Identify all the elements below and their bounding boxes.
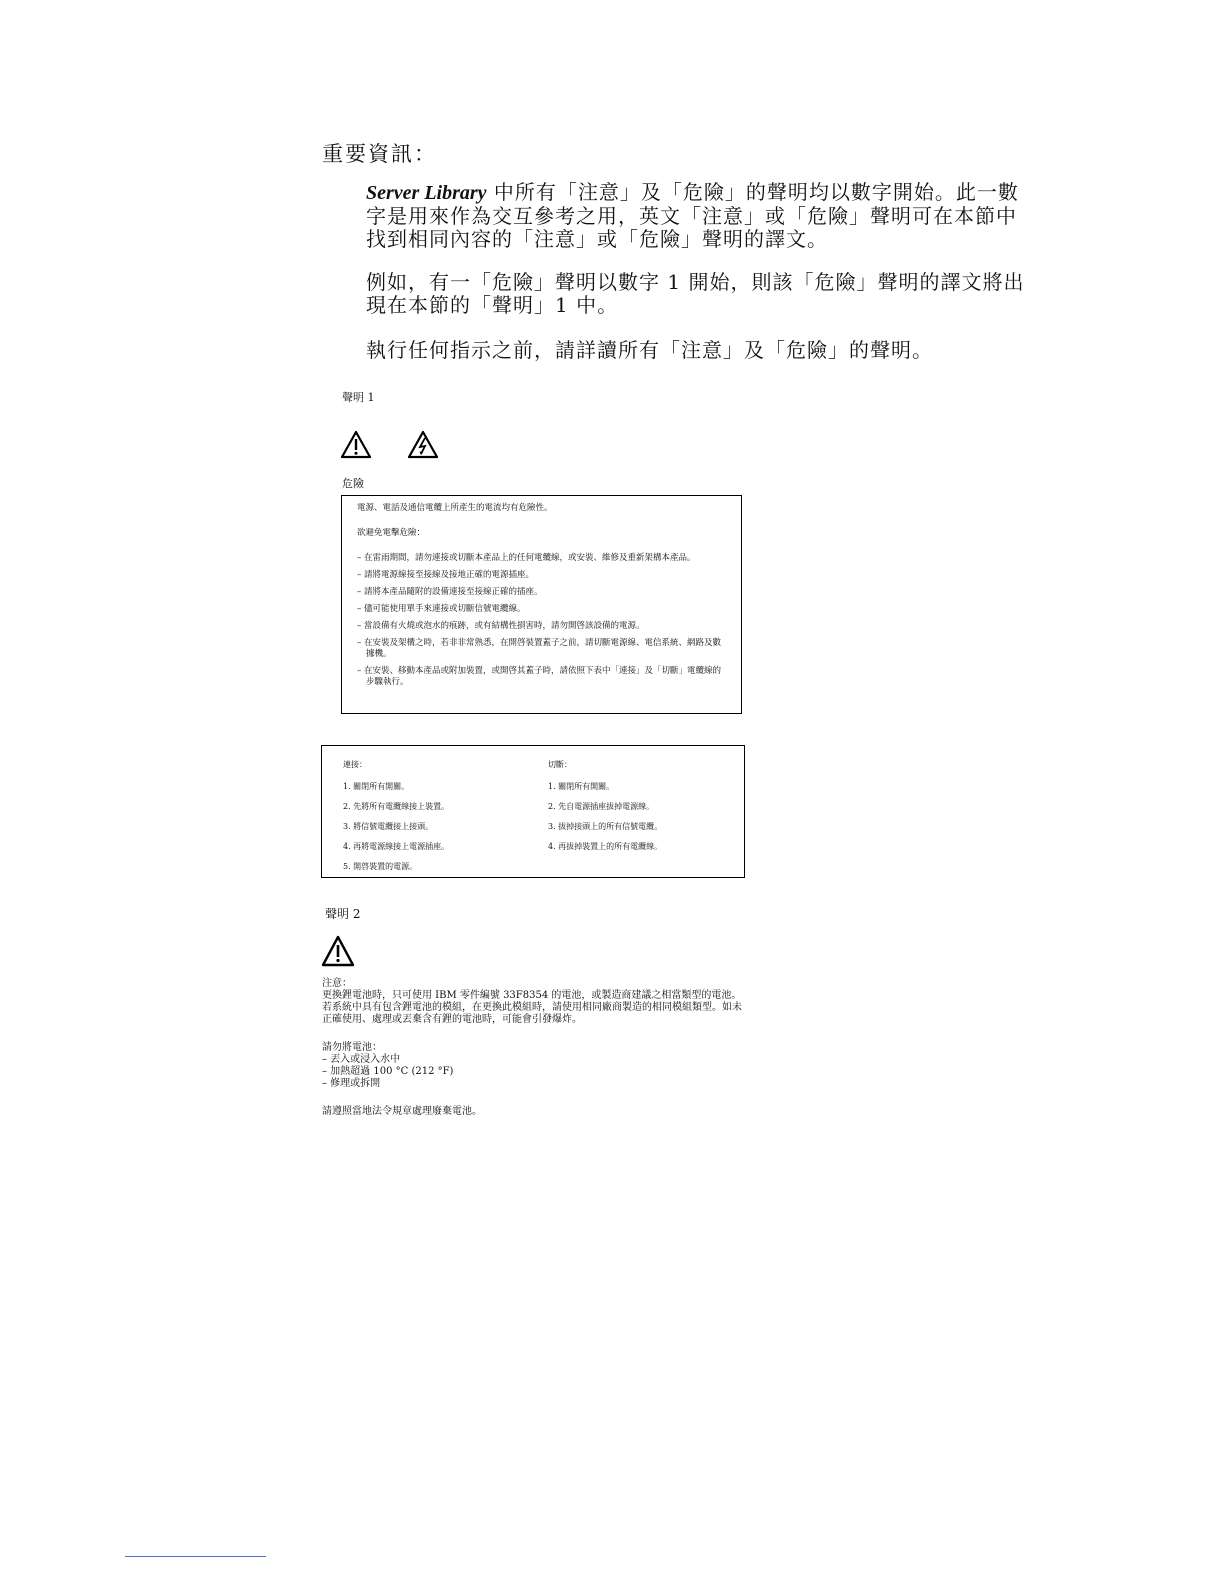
list-item: – 加熱超過 100 °C (212 °F) xyxy=(322,1066,454,1077)
disposal-note: 請遵照當地法令規章處理廢棄電池。 xyxy=(322,1106,482,1117)
list-item: – 在安裝及架構之時，若非非常熟悉，在開啓裝置蓋子之前，請切斷電源線、電信系統、網路及數據機。 xyxy=(357,638,721,659)
intro-paragraph-3: 執行任何指示之前，請詳讀所有「注意」及「危險」的聲明。 xyxy=(366,338,933,362)
connect-column xyxy=(343,760,449,882)
warning-triangle-icon xyxy=(321,935,355,967)
statement-1-label: 聲明 1 xyxy=(342,391,375,404)
danger-list xyxy=(357,553,727,688)
connect-step: 4. 再將電源線接上電源插座。 xyxy=(343,842,450,851)
list-item: – 在安裝、移動本產品或附加裝置，或開啓其蓋子時，請依照下表中「連接」及「切斷」電纜線的步驟執行。 xyxy=(357,666,721,687)
disconnect-column xyxy=(548,760,662,862)
statement-2-icon xyxy=(321,935,355,971)
caution-block xyxy=(322,978,746,1118)
server-library-title: Server Library xyxy=(366,182,487,204)
list-item: – 修理或拆開 xyxy=(322,1078,381,1089)
danger-label: 危險 xyxy=(342,477,364,490)
list-item: – 請將電源線接至接線及接地正確的電源插座。 xyxy=(357,570,534,580)
list-item: – 儘可能使用單手來連接或切斷信號電纜線。 xyxy=(357,604,526,614)
danger-line-2: 欲避免電擊危險： xyxy=(357,528,426,538)
intro-paragraph-2: 例如，有一「危險」聲明以數字 1 開始，則該「危險」聲明的譯文將出現在本節的「聲明」1 中。 xyxy=(366,270,1025,317)
electrical-hazard-icon xyxy=(407,430,439,459)
caution-text: 更換鋰電池時，只可使用 IBM 零件編號 33F8354 的電池，或製造商建議之相當類型的電池。若系統中具有包含鋰電池的模組，在更換此模組時，請使用相同廠商製造的相同模組類型。如未正確使用、處理或丟棄含有鋰的電池時，可能會引發爆炸。 xyxy=(322,990,742,1025)
disconnect-step: 2. 先自電源插座拔掉電源線。 xyxy=(548,802,655,811)
statement-2-label: 聲明 2 xyxy=(325,907,361,921)
list-item: – 當設備有火燒或泡水的痕跡，或有結構性損害時，請勿開啓該設備的電源。 xyxy=(357,621,645,631)
statement-1-icons xyxy=(340,430,469,463)
connect-step: 1. 關閉所有開關。 xyxy=(343,782,410,791)
caution-label: 注意： xyxy=(322,978,352,989)
do-not-label: 請勿將電池： xyxy=(322,1042,382,1053)
disconnect-step: 1. 關閉所有開關。 xyxy=(548,782,615,791)
connect-header: 連接： xyxy=(343,760,367,769)
disconnect-step: 3. 拔掉接頭上的所有信號電纜。 xyxy=(548,822,663,831)
list-item: – 請將本產品隨附的設備連接至接線正確的插座。 xyxy=(357,587,543,597)
disconnect-header: 切斷： xyxy=(548,760,572,769)
danger-box xyxy=(341,495,742,714)
footnote-rule xyxy=(125,1556,266,1557)
danger-line-1: 電源、電話及通信電纜上所產生的電流均有危險性。 xyxy=(357,503,553,513)
section-heading: 重要資訊： xyxy=(322,142,437,166)
warning-triangle-icon xyxy=(340,430,372,459)
connect-step: 5. 開啓裝置的電源。 xyxy=(343,862,418,871)
connect-step: 2. 先將所有電纜線接上裝置。 xyxy=(343,802,450,811)
connect-disconnect-table xyxy=(321,745,745,878)
intro-paragraph-1 xyxy=(366,181,1026,251)
list-item: – 丟入或浸入水中 xyxy=(322,1054,401,1065)
disconnect-step: 4. 再拔掉裝置上的所有電纜線。 xyxy=(548,842,663,851)
list-item: – 在雷雨期間，請勿連接或切斷本產品上的任何電纜線，或安裝、維修及重新架構本產品。 xyxy=(357,553,696,563)
connect-step: 3. 將信號電纜接上接頭。 xyxy=(343,822,434,831)
intro-paragraph-1-text: 中所有「注意」及「危險」的聲明均以數字開始。此一數字是用來作為交互參考之用，英文「注意」或「危險」聲明可在本節中找到相同內容的「注意」或「危險」聲明的譯文。 xyxy=(366,180,1019,251)
